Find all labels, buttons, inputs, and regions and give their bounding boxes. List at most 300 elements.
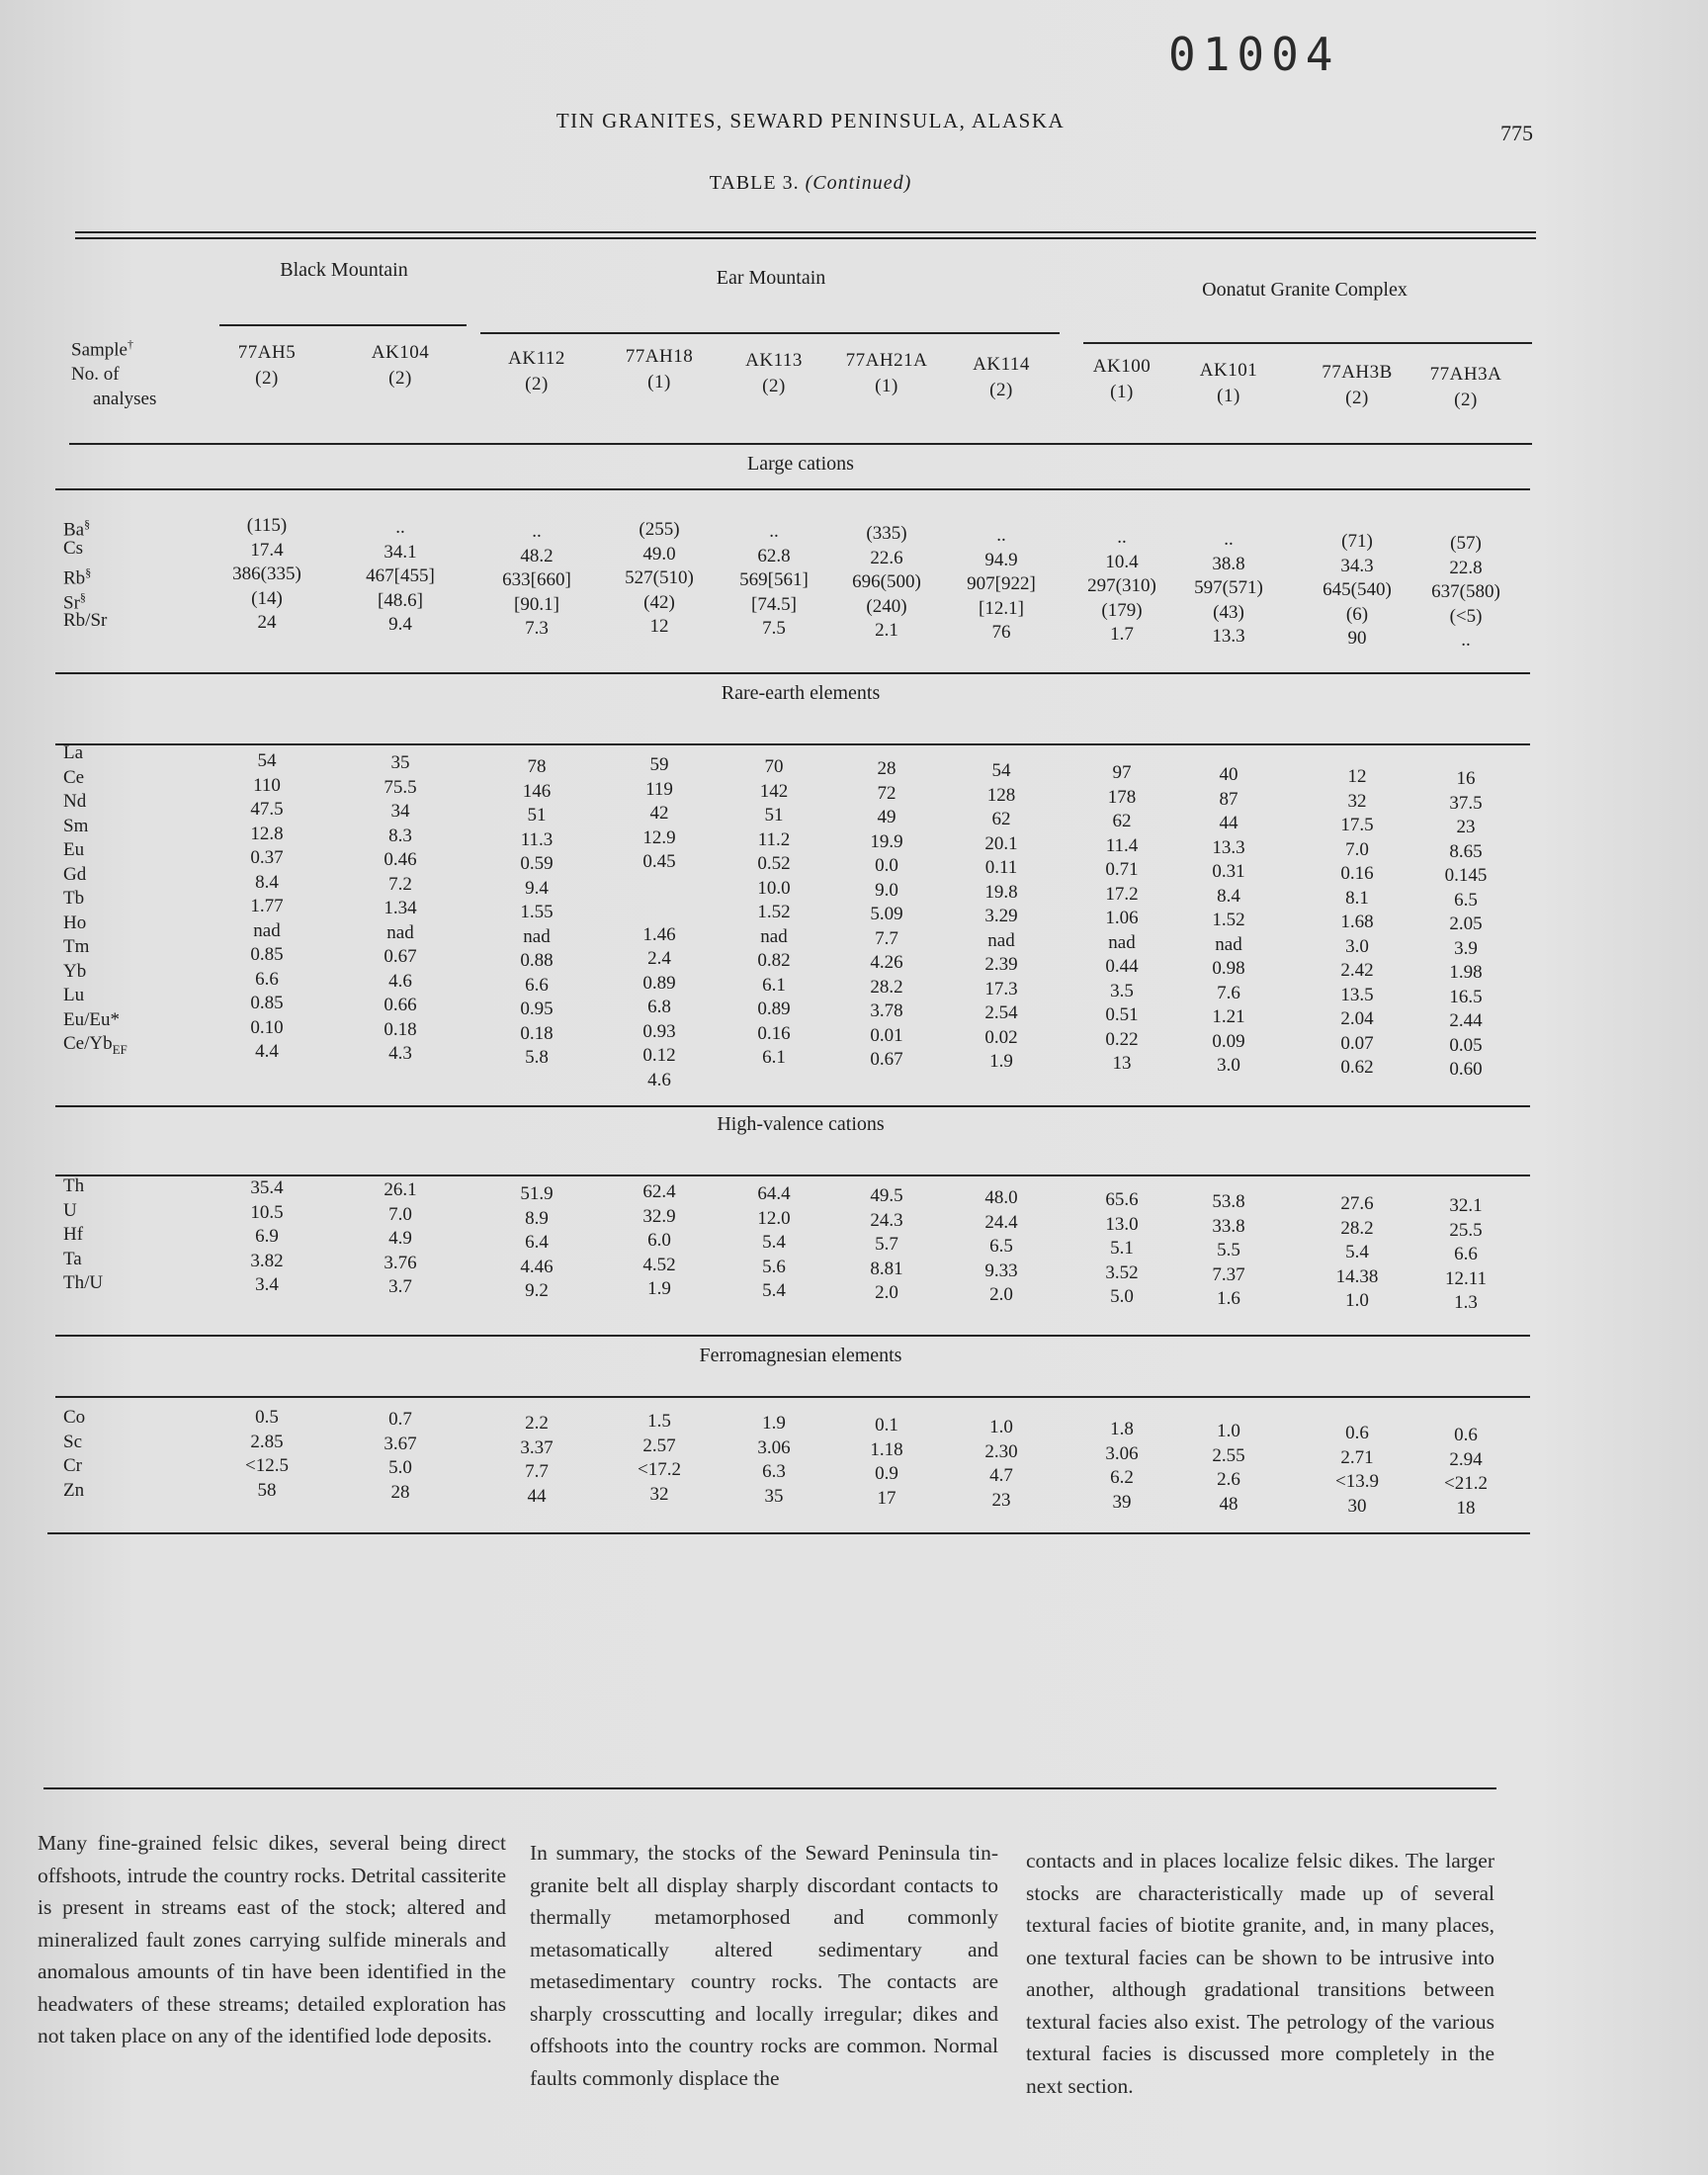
data-column [1170,1190,1287,1312]
page-number: 775 [1500,121,1533,145]
table-cell: <17.2 [638,1459,681,1480]
table-cell: 3.0 [1345,935,1369,957]
section-title-rule [55,488,1530,490]
table-cell: 35 [764,1485,784,1507]
table-cell: 0.16 [1340,863,1374,884]
data-column [1170,1420,1287,1517]
table-cell: 12.8 [250,823,284,844]
table-cell: 4.7 [989,1465,1013,1486]
table-cell: [90.1] [514,593,559,615]
table-cell: 1.18 [870,1438,903,1460]
table-cell: 2.42 [1340,960,1374,981]
row-labels [63,1174,103,1296]
column-analyses-count: (2) [388,368,412,389]
data-column [1170,763,1287,1079]
data-column [601,518,718,640]
table-cell: 11.4 [1105,834,1139,856]
table-cell: 28.2 [1340,1217,1374,1239]
table-cell: 8.65 [1449,840,1483,862]
table-cell: 47.5 [250,799,284,820]
table-cell: .. [395,517,405,538]
table-cell: 1.9 [762,1413,786,1434]
table-cell: 5.4 [762,1232,786,1253]
table-cell: nad [253,919,281,941]
table-cell: 32 [1347,790,1367,812]
group-rule-ear [480,332,1060,334]
table-cell: (335) [866,523,907,544]
table-cell: 1.52 [1212,910,1245,930]
group-rule-oonatut [1083,342,1532,344]
table-cell: 1.21 [1212,1006,1245,1027]
table-cell: 0.45 [642,851,676,872]
table-cell: 527(510) [625,567,694,588]
data-column [1408,767,1524,1083]
table-cell: 9.4 [388,614,412,635]
data-column [478,1182,595,1304]
row-label: Tm [63,936,90,957]
column-sample-id: 77AH3A [1429,364,1502,385]
table-cell: (255) [639,519,680,540]
column-header [720,348,828,399]
column-analyses-count: (1) [1217,386,1240,406]
table-bottom-rule [47,1532,1530,1534]
table-cell: 6.1 [762,974,786,996]
column-analyses-count: (2) [1345,388,1369,408]
table-cell: 5.4 [1345,1242,1369,1262]
data-column [1064,1418,1180,1515]
column-sample-id: AK114 [973,354,1030,375]
table-cell: 25.5 [1449,1219,1483,1241]
table-cell: 44 [1219,813,1238,833]
table-cell: 0.44 [1105,956,1139,977]
data-column [716,1412,832,1509]
table-cell: 0.7 [388,1409,412,1430]
table-cell: 44 [527,1485,547,1507]
table-cell: 5.0 [388,1457,412,1478]
body-column-3: contacts and in places localize felsic dikes. The larger stocks are characteristically made up of several textural facies of biotite granite, and, in many places, one textural facies can be shown to be intrusive into another, although gradational transitions between textural facies also exist. The petrology of the various textural facies is discussed more completely in the next section. [1026,1849,1494,2098]
row-label: Eu/Eu* [63,1008,120,1030]
data-column [1064,761,1180,1077]
column-header [482,346,591,397]
table-cell: 2.94 [1449,1448,1483,1470]
table-title [0,172,1621,195]
table-cell: 1.06 [1105,908,1139,928]
section-title: High-valence cations [717,1113,885,1135]
table-cell: 1.0 [1217,1421,1240,1441]
table-cell: 12 [1347,766,1367,787]
column-header [1068,354,1176,405]
table-cell: .. [532,521,542,542]
table-cell: 0.52 [757,853,791,874]
table-cell: 4.4 [255,1041,279,1062]
column-sample-id: 77AH5 [237,342,297,363]
data-column [1408,1194,1524,1316]
table-cell: 34.1 [384,541,417,563]
table-cell: 35.4 [250,1177,284,1198]
column-sample-id: 77AH18 [625,346,694,367]
table-cell: 4.52 [642,1254,676,1275]
table-cell: 4.6 [647,1069,671,1090]
table-cell: [12.1] [979,597,1024,619]
table-cell: 13.3 [1212,836,1245,858]
table-cell: (<5) [1449,605,1483,627]
row-header-dagger: † [128,337,133,351]
table-cell: 0.88 [520,950,554,971]
data-column [716,755,832,1071]
table-cell: nad [760,925,788,947]
table-cell: 0.60 [1449,1059,1483,1080]
table-title-suffix: (Continued) [805,172,912,194]
table-cell: 13.3 [1212,626,1245,647]
table-cell: 3.29 [984,906,1018,926]
table-title-prefix: TABLE 3. [709,172,800,194]
table-cell: 5.5 [1217,1240,1240,1261]
table-cell: 1.0 [1345,1290,1369,1311]
table-cell: 39 [1112,1491,1132,1513]
table-cell: 3.82 [250,1250,284,1271]
data-column [342,751,459,1067]
column-header [832,348,941,399]
table-cell: 0.5 [255,1407,279,1428]
table-cell: 8.81 [870,1258,903,1279]
column-sample-id: AK101 [1199,360,1258,381]
table-cell: 97 [1112,762,1132,783]
running-head: TIN GRANITES, SEWARD PENINSULA, ALASKA [555,109,1066,132]
column-sample-id: AK104 [371,342,430,363]
table-cell: 20.1 [984,832,1018,854]
table-cell: 0.67 [384,946,417,967]
table-cell: 1.8 [1110,1419,1134,1439]
table-cell: 0.89 [757,999,791,1019]
row-label: Ho [63,912,87,933]
row-label: Ta [63,1248,82,1269]
table-cell: 2.4 [647,948,671,969]
table-cell: 2.30 [984,1440,1018,1462]
table-cell: 2.39 [984,954,1018,975]
row-label-footnote-mark: § [85,566,92,579]
table-cell: 24.3 [870,1209,903,1231]
table-cell: 0.16 [757,1022,791,1044]
row-labels [63,1406,85,1503]
data-column [828,757,945,1073]
table-cell: 645(540) [1323,579,1392,600]
row-header-no-of: No. of [71,364,120,386]
table-cell: 0.07 [1340,1032,1374,1054]
table-cell: .. [1224,529,1234,550]
table-cell: nad [523,925,551,947]
table-cell: 0.0 [875,855,898,876]
table-cell: 0.71 [1105,859,1139,880]
table-cell: 142 [759,780,789,802]
table-cell: 7.37 [1212,1263,1245,1285]
table-cell: 7.3 [525,618,549,639]
table-cell: 6.4 [525,1232,549,1253]
data-column [943,759,1060,1075]
table-cell: 5.09 [870,904,903,924]
table-cell: 2.71 [1340,1446,1374,1468]
table-cell: 5.8 [525,1047,549,1068]
table-cell: 4.46 [520,1256,554,1277]
data-column [943,1416,1060,1513]
table-cell: 1.55 [520,902,554,922]
column-analyses-count: (1) [875,376,898,396]
table-cell: 2.04 [1340,1008,1374,1029]
column-header [1411,362,1520,413]
table-cell: 37.5 [1449,792,1483,814]
table-cell: .. [996,525,1006,546]
table-cell: 3.4 [255,1274,279,1295]
row-label: La [63,742,84,763]
table-cell: 6.2 [1110,1467,1134,1488]
data-column [209,1406,325,1503]
table-cell: 6.0 [647,1230,671,1251]
data-column [209,749,325,1065]
table-cell: 1.77 [250,896,284,916]
row-label: Eu [63,839,85,860]
table-cell: 4.6 [388,970,412,992]
column-analyses-count: (2) [1454,390,1478,410]
table-cell: 0.1 [875,1415,898,1436]
document-stamp: 01004 [1168,28,1340,81]
table-cell: 0.22 [1105,1028,1139,1050]
column-analyses-count: (2) [989,380,1013,400]
section-title-rule [55,743,1530,745]
row-label: Sc [63,1431,82,1452]
table-cell: 12.0 [757,1207,791,1229]
table-cell: 62 [991,809,1011,829]
column-sample-id: 77AH21A [845,350,928,371]
row-label: Th [63,1175,85,1196]
column-header [947,352,1056,403]
table-cell: 1.46 [642,923,676,945]
table-cell: 1.52 [757,902,791,922]
data-column [828,1184,945,1306]
table-cell: [74.5] [751,593,797,615]
table-cell: 32.1 [1449,1195,1483,1216]
table-cell: (57) [1450,533,1482,554]
table-cell: 0.6 [1345,1423,1369,1443]
group-ear-mountain: Ear Mountain [716,267,826,289]
table-cell: 0.37 [250,847,284,868]
table-cell: [48.6] [378,589,423,611]
row-label: Rb/Sr [63,610,108,631]
page-divider [43,1787,1496,1789]
table-cell: 6.5 [1454,889,1478,911]
data-column [342,1408,459,1505]
table-cell: 4.3 [388,1043,412,1064]
table-cell: 2.85 [250,1431,284,1452]
table-cell: 3.06 [1105,1442,1139,1464]
table-cell: 3.9 [1454,937,1478,959]
section-title: Ferromagnesian elements [699,1345,902,1366]
table-cell: 0.89 [642,972,676,994]
table-cell [601,899,718,923]
table-cell: 2.55 [1212,1444,1245,1466]
section-title-rule [55,1396,1530,1398]
table-cell: 3.06 [757,1436,791,1458]
table-cell: 2.54 [984,1002,1018,1023]
row-label: Ce [63,766,85,788]
table-cell: 12 [649,616,669,637]
data-column [1064,1188,1180,1310]
table-cell: 59 [649,754,669,775]
table-top-rule-2 [75,237,1536,239]
column-analyses-count: (2) [255,368,279,389]
table-cell: 2.6 [1217,1469,1240,1490]
column-header [605,344,714,395]
table-cell: 26.1 [384,1179,417,1200]
table-cell: 11.2 [757,828,791,850]
section-rule [55,672,1530,674]
table-cell: 0.09 [1212,1030,1245,1052]
table-cell: 5.4 [762,1280,786,1301]
data-column [1299,765,1415,1081]
table-cell: 119 [645,778,673,800]
table-cell: 467[455] [366,566,435,586]
table-cell: 6.6 [1454,1244,1478,1264]
table-cell: 23 [991,1489,1011,1511]
data-column [342,516,459,638]
column-sample-id: AK100 [1092,356,1152,377]
table-cell: .. [769,521,779,542]
table-cell: 51.9 [520,1183,554,1204]
table-cell: 1.9 [647,1278,671,1299]
data-column [1299,1192,1415,1314]
table-cell: 6.8 [647,997,671,1017]
column-header [346,340,455,392]
table-cell: 75.5 [384,776,417,798]
data-column [716,1182,832,1304]
table-cell: 62.8 [757,545,791,566]
table-cell: <13.9 [1335,1471,1379,1492]
table-cell: 5.1 [1110,1238,1134,1259]
column-analyses-count: (2) [525,374,549,394]
table-cell: 0.10 [250,1016,284,1038]
table-cell: 0.11 [984,857,1018,878]
row-labels [63,741,128,1057]
table-cell: 13.5 [1340,984,1374,1005]
table-cell: 78 [527,756,547,777]
row-label: Cr [63,1455,82,1476]
table-cell: (6) [1345,603,1369,625]
table-cell: 28 [877,758,897,779]
row-label: $Ce/Yb_{EF}$ [63,1033,128,1057]
table-cell: 48.0 [984,1187,1018,1208]
table-cell: 51 [764,805,784,826]
column-sample-id: 77AH3B [1322,362,1393,383]
row-label-footnote-mark: § [79,589,86,604]
table-cell: 7.5 [762,618,786,639]
table-cell: 6.3 [762,1461,786,1482]
row-label: Co [63,1407,86,1428]
table-cell: 22.8 [1449,557,1483,578]
table-cell: 13.0 [1105,1213,1139,1235]
table-cell: 40 [1219,764,1238,785]
table-cell: 0.98 [1212,958,1245,979]
table-cell: 1.6 [1217,1288,1240,1309]
table-cell: 9.4 [525,877,549,899]
table-cell: 0.85 [250,993,284,1013]
row-label: Sr§ [63,589,86,613]
table-cell: 49 [877,807,897,827]
table-cell: 14.38 [1335,1265,1379,1287]
table-cell: <21.2 [1444,1473,1488,1494]
table-cell: 4.9 [388,1228,412,1249]
table-cell: 7.0 [388,1203,412,1225]
data-column [943,524,1060,646]
table-cell: 17.4 [250,539,284,561]
table-cell: 34.3 [1340,555,1374,576]
table-cell: .. [1117,527,1127,548]
table-cell: 35 [390,752,410,773]
table-cell: 1.3 [1454,1292,1478,1313]
table-cell: 17 [877,1487,897,1509]
table-cell: 146 [522,780,552,802]
table-cell: 128 [986,784,1016,806]
table-cell: 3.0 [1217,1055,1240,1076]
header-rule [69,443,1532,445]
table-cell: 637(580) [1431,581,1500,602]
table-cell: 90 [1347,628,1367,649]
table-cell: 1.5 [647,1411,671,1432]
table-cell: 0.62 [1340,1057,1374,1078]
table-cell: 0.85 [250,944,284,965]
table-cell: 0.6 [1454,1425,1478,1445]
table-cell: 17.3 [984,978,1018,1000]
row-label: U [63,1199,77,1221]
table-cell: nad [1108,931,1136,953]
data-column [716,520,832,642]
row-label: Nd [63,791,87,812]
data-column [209,514,325,636]
table-cell: 0.9 [875,1463,898,1484]
data-column [601,1410,718,1507]
table-cell: 0.01 [870,1024,903,1046]
table-cell: 3.52 [1105,1262,1139,1283]
column-header [1174,358,1283,409]
table-cell: 94.9 [984,549,1018,570]
data-column [1408,1424,1524,1521]
body-column-1: Many fine-grained felsic dikes, several being direct offshoots, intrude the country rocks. Detrital cassiterite is present in streams east of the stock; altered and mineralized fault zones carrying sulfide minerals and anomalous amounts of tin have been identified in the headwaters of these streams; detailed exploration has not taken place on any of the identified lode deposits. [38,1831,506,2047]
table-cell: 0.95 [520,999,554,1019]
table-cell: 5.7 [875,1234,898,1255]
section-rule [55,1335,1530,1337]
table-cell: 0.145 [1444,865,1488,886]
row-header-analyses: analyses [93,389,157,410]
table-cell: 907[922] [967,573,1036,594]
row-label: Sm [63,815,89,836]
data-column [209,1176,325,1298]
table-cell: 9.2 [525,1280,549,1301]
table-cell: (179) [1101,599,1143,621]
table-cell: 11.3 [520,828,554,850]
table-cell: 16.5 [1449,986,1483,1007]
table-cell: 297(310) [1087,575,1156,596]
table-cell: 13 [1112,1053,1132,1074]
table-cell: nad [386,921,414,943]
data-column [943,1186,1060,1308]
table-cell: 23 [1456,817,1476,837]
table-cell: 76 [991,622,1011,643]
table-cell: 9.0 [875,879,898,901]
table-cell: 0.18 [384,1018,417,1040]
row-header [71,332,156,411]
group-rule-black [219,324,467,326]
data-column [601,753,718,1092]
data-column [601,1180,718,1302]
table-cell: 18 [1456,1497,1476,1519]
table-cell: (43) [1213,601,1244,623]
